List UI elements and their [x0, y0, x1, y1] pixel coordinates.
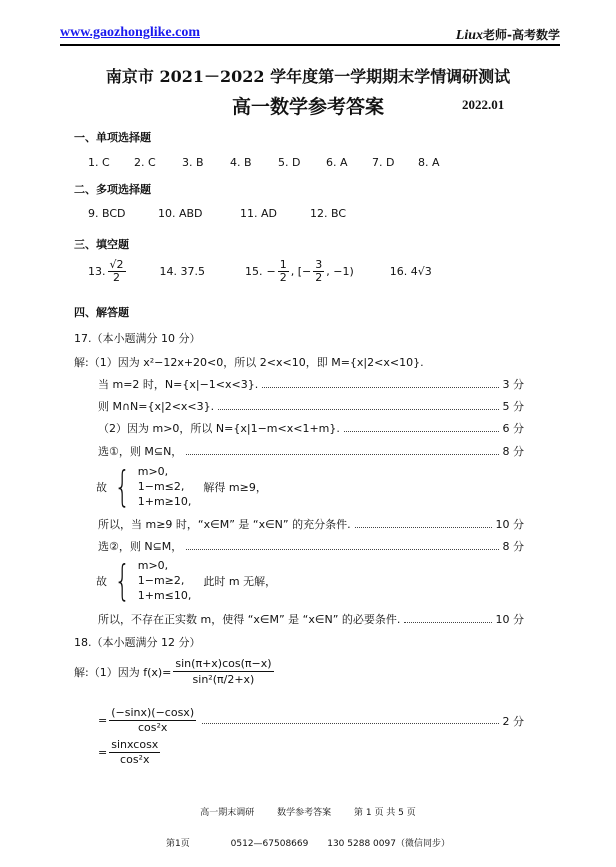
system-suffix: 此时 m 无解，	[203, 574, 277, 588]
leader-dots	[218, 409, 498, 410]
q17-line-5	[98, 443, 524, 459]
q17-system-2	[96, 555, 277, 605]
q15-end: , −1)	[326, 264, 354, 278]
bottom-page-label: 第1页	[166, 839, 190, 849]
answer-item: 10. ABD	[158, 207, 203, 220]
section-multi-choice-heading: 二、多项选择题	[74, 183, 151, 196]
q17-line-3	[98, 398, 524, 414]
leader-dots	[186, 454, 498, 455]
q13-label: 13.	[88, 264, 106, 278]
system-lines	[138, 558, 192, 603]
section-fill-heading: 三、填空题	[74, 238, 129, 251]
answer-item: 8. A	[418, 156, 440, 169]
answer-item: 7. D	[372, 156, 395, 169]
q13-denominator: 2	[113, 270, 120, 284]
q15-f1-denominator: 2	[279, 270, 287, 284]
fraction-numerator: (−sinx)(−cosx)	[109, 706, 196, 721]
q15-f2-denominator: 2	[315, 270, 323, 284]
answer-item: 9. BCD	[88, 207, 126, 220]
answer-item: 2. C	[134, 156, 156, 169]
q15-label: 15.	[245, 264, 263, 278]
score-label: 5 分	[502, 400, 524, 413]
q15-fraction-2	[313, 259, 324, 283]
q17-system-1	[96, 461, 267, 511]
score-label: 10 分	[495, 518, 524, 531]
exam-title: 南京市 2021－2022 学年度第一学期期末学情调研测试	[105, 67, 511, 86]
q18-line-3-prefix: =	[98, 746, 108, 760]
score-label: 8 分	[502, 445, 524, 458]
system-suffix: 解得 m≥9，	[203, 480, 267, 494]
answer-item: 12. BC	[310, 207, 347, 220]
footer-mid: 数学参考答案	[277, 808, 332, 818]
answer-item: 5. D	[278, 156, 301, 169]
q17-line-8-text: 所以，不存在正实数 m，使得 “x∈M” 是 “x∈N” 的必要条件.	[98, 613, 401, 626]
fraction-denominator: cos²x	[120, 753, 150, 767]
section-solve-heading: 四、解答题	[74, 306, 129, 319]
q15-minus: −	[266, 264, 276, 278]
brand-name: Liux	[455, 28, 484, 43]
leader-dots	[404, 622, 491, 623]
leader-dots	[186, 549, 498, 550]
doc-date: 2022.01	[462, 97, 505, 112]
single-choice-answers	[88, 156, 464, 169]
system-prefix: 故	[96, 574, 107, 588]
q17-line-2	[98, 376, 524, 392]
q17-line-1: 解:（1）因为 x²−12x+20<0，所以 2<x<10，即 M={x|2<x<10}.	[74, 356, 424, 369]
system-line: 1+m≥10,	[137, 495, 192, 508]
q15-f1-numerator: 1	[279, 258, 287, 271]
system-line: 1−m≥2,	[137, 574, 185, 587]
q18-line-2	[98, 706, 524, 736]
q18-fraction-1	[173, 656, 273, 688]
section-single-choice-heading: 一、单项选择题	[74, 131, 151, 144]
q18-line-3	[98, 738, 162, 768]
fill-answers	[88, 259, 432, 283]
system-line: 1+m≤10,	[137, 589, 192, 602]
system-line: m>0,	[137, 465, 169, 478]
left-brace-icon: {	[114, 555, 131, 605]
q18-line-1	[74, 656, 276, 688]
q17-line-2-text: 当 m=2 时，N={x|−1<x<3}.	[98, 378, 259, 391]
q17-line-7-text: 选②，则 N⊆M，	[98, 540, 183, 553]
q18-line-1-prefix: 解:（1）因为 f(x)=	[74, 665, 172, 679]
q17-line-4-text: （2）因为 m>0，所以 N={x|1−m<x<1+m}.	[98, 422, 340, 435]
answer-item: 1. C	[88, 156, 110, 169]
fraction-denominator: cos²x	[137, 721, 168, 735]
q17-line-3-text: 则 M∩N={x|2<x<3}.	[98, 400, 215, 413]
answer-item: 4. B	[230, 156, 252, 169]
q17-line-8	[98, 611, 524, 627]
brand-suffix: 老师-高考数学	[483, 28, 560, 42]
q15-mid: , [−	[290, 264, 312, 278]
doc-title: 高一数学参考答案	[231, 96, 384, 118]
q15-fraction-1	[278, 259, 289, 283]
page-bottom-bar	[0, 836, 616, 849]
q17-line-6	[98, 516, 524, 532]
q13-fraction	[108, 259, 126, 283]
system-line: 1−m≤2,	[137, 480, 185, 493]
fraction-numerator: sinxcosx	[109, 738, 160, 753]
leader-dots	[202, 723, 498, 724]
leader-dots	[355, 527, 492, 528]
fraction-numerator: sin(π+x)cos(π−x)	[173, 656, 273, 672]
system-lines	[138, 464, 192, 509]
q18-fraction-3	[109, 738, 160, 768]
score-label: 2 分	[502, 714, 524, 728]
left-brace-icon: {	[114, 461, 131, 511]
system-prefix: 故	[96, 480, 107, 494]
leader-dots	[344, 431, 499, 432]
q17-line-5-text: 选①，则 M⊆N，	[98, 445, 183, 458]
score-label: 8 分	[502, 540, 524, 553]
brand-label	[456, 26, 560, 44]
score-label: 10 分	[495, 613, 524, 626]
leader-dots	[262, 387, 498, 388]
footer-right: 第 1 页 共 5 页	[354, 808, 416, 818]
q17-line-7	[98, 538, 524, 554]
bottom-mobile: 130 5288 0097（微信同步）	[327, 839, 450, 849]
answer-item: 3. B	[182, 156, 204, 169]
system-line: m>0,	[137, 559, 169, 572]
q18-header: 18.（本小题满分 12 分）	[74, 636, 201, 649]
q18-fraction-2	[109, 706, 196, 736]
score-label: 3 分	[502, 378, 524, 391]
q17-header: 17.（本小题满分 10 分）	[74, 332, 201, 345]
page-footer	[0, 805, 616, 818]
q13-numerator: √2	[109, 258, 124, 271]
q14-answer: 14. 37.5	[159, 264, 205, 278]
q16-answer: 16. 4√3	[389, 264, 432, 278]
answer-item: 11. AD	[240, 207, 277, 220]
fraction-denominator: sin²(π/2+x)	[192, 673, 255, 687]
q17-line-6-text: 所以，当 m≥9 时，“x∈M” 是 “x∈N” 的充分条件.	[98, 518, 351, 531]
footer-left: 高一期末调研	[200, 808, 255, 818]
score-label: 6 分	[502, 422, 524, 435]
q18-line-2-prefix: =	[98, 714, 108, 728]
multi-choice-answers	[88, 207, 370, 220]
bottom-phone: 0512—67508669	[230, 839, 309, 849]
q17-line-4	[98, 420, 524, 436]
site-link[interactable]: www.gaozhonglike.com	[60, 25, 200, 40]
answer-item: 6. A	[326, 156, 348, 169]
q15-f2-numerator: 3	[315, 258, 323, 271]
header-divider	[60, 44, 560, 46]
